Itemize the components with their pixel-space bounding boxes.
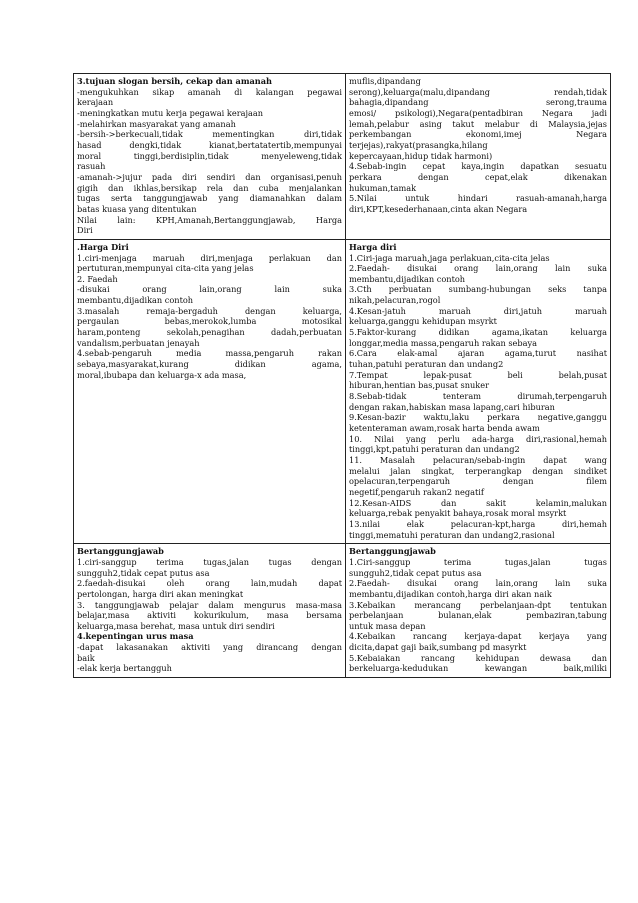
text-line: kerajaan [77,97,114,108]
text-line: 1.ciri-menjaga maruah diri,menjaga perlakuan dan [77,252,342,263]
text-line: sungguh2,tidak cepat putus asa [77,567,210,578]
text-line: rasuah [77,161,106,172]
text-line: 1.Ciri-jaga maruah,jaga perlakuan,cita-cita jelas [349,252,550,263]
text-line: diri,KPT,kesederhanaan,cinta akan Negara [349,203,528,214]
table-row-3 [74,544,611,678]
text-line: sungguh2,tidak cepat putus asa [349,567,482,578]
cell-left [74,544,346,678]
text-line: perkembangan ekonomi,imej Negara [349,129,607,140]
cell-right [346,544,611,678]
text-line: 3.Kebaikan merancang perbelanjaan-dpt tentukan [349,599,607,610]
text-line: 1.Ciri-sanggup terima tugas,jalan tugas [349,556,607,567]
notes-table-body [74,74,611,678]
text-line: 5.Nilai untuk hindari rasuah-amanah,harga [349,193,607,204]
text-line: 4.sebab-pengaruh media massa,pengaruh rakan [77,348,342,359]
text-line: perbelanjaan bulanan,elak pembaziran,tabung [349,610,607,621]
text-line: membantu,dijadikan contoh,harga diri akan naik [349,588,552,599]
text-line: haram,ponteng sekolah,penagihan dadah,perbuatan [77,327,342,338]
text-line: 3.masalah remaja-bergaduh dengan keluarga, [77,305,342,316]
text-line: pertolongan, harga diri akan meningkat [77,588,244,599]
text-line: berkeluarga-kedudukan kewangan baik,miliki [349,663,607,674]
text-line: tinggi,mematuhi peraturan dan undang2,rasional [349,529,555,540]
text-line: 9.Kesan-bazir waktu,laku perkara negative,ganggu [349,412,607,423]
text-line: 12.Kesan-AIDS dan sakit kelamin,malukan [349,497,607,508]
text-line: tinggi,kpt,patuhi peraturan dan undang2 [349,444,520,455]
text-line: 4.Kesan-jatuh maruah diri,jatuh maruah [349,305,607,316]
text-line: 3. tanggungjawab pelajar dalam mengurus masa-masa [77,599,342,610]
text-line: perkara dengan cepat,elak dikenakan [349,171,607,182]
cell-left [74,239,346,543]
text-line: 2.faedah-disukai oleh orang lain,mudah dapat [77,578,342,589]
text-line: sebaya,masyarakat,kurang didikan agama, [77,359,342,370]
text-line: 4.Sebab-ingin cepat kaya,ingin dapatkan sesuatu [349,161,607,172]
text-line: keluarga,masa berehat, masa untuk diri sendiri [77,620,275,631]
section-heading: Harga diri [349,241,397,252]
text-line: 11. Masalah pelacuran/sebab-ingin dapat wang [349,454,607,465]
text-line: -disukai orang lain,orang lain suka [77,284,342,295]
text-line: opelacuran,terpengaruh dengan filem [349,476,607,487]
table-row-2 [74,239,611,543]
text-line: pertuturan,mempunyai cita-cita yang jelas [77,263,254,274]
text-line: 3.Cth perbuatan sumbang-hubungan seks tanpa [349,284,607,295]
text-line: 7.Tempat lepak-pusat beli belah,pusat [349,369,607,380]
text-line: -melahirkan masyarakat yang amanah [77,118,236,129]
cell-right [346,239,611,543]
text-line: 6.Cara elak-amal ajaran agama,turut nasihat [349,348,607,359]
cell-left [74,74,346,240]
text-line: 10. Nilai yang perlu ada-harga diri,rasional,hemah [349,433,607,444]
section-heading: Bertanggungjawab [349,546,436,557]
text-line: emosi/ psikologi),Negara(pentadbiran Negara jadi [349,107,607,118]
text-line: pergaulan bebas,merokok,lumba motosikal [77,316,342,327]
cell-right [346,74,611,240]
text-line: membantu,dijadikan contoh [77,295,194,306]
text-line: 2.Faedah- disukai orang lain,orang lain suka [349,578,607,589]
text-line: serong),keluarga(malu,dipandang rendah,tidak [349,86,607,97]
text-line: terjejas),rakyat(prasangka,hilang [349,139,488,150]
section-heading: 3.tujuan slogan bersih, cekap dan amanah [77,76,273,86]
text-line: longgar,media massa,pengaruh rakan sebaya [349,337,538,348]
text-line: hiburan,hentian bas,pusat snuker [349,380,490,391]
text-line: keluarga,rebak penyakit bahaya,rosak moral msyrkt [349,508,567,519]
text-line: membantu,dijadikan contoh [349,273,466,284]
text-line: batas kuasa yang ditentukan [77,203,197,214]
text-line: belajar,masa aktiviti kokurikulum, masa bersama [77,610,342,621]
text-line: kepercayaan,hidup tidak harmoni) [349,150,493,161]
text-line: dengan rakan,habiskan masa lapang,cari hiburan [349,401,555,412]
text-line: bahagia,dipandang serong,trauma [349,97,607,108]
text-line: Nilai lain: KPH,Amanah,Bertanggungjawab, Harga [77,214,342,225]
text-line: 4.Kebaikan rancang kerjaya-dapat kerjaya yang [349,631,607,642]
text-line: gigih dan ikhlas,bersikap rela dan cuba menjalankan [77,182,342,193]
text-line: 2. Faedah [77,273,118,284]
text-line: baik [77,652,95,663]
text-line: Diri [77,225,93,236]
text-line: keluarga,ganggu kehidupan msyrkt [349,316,497,327]
notes-table [73,73,611,678]
text-line: moral tinggi,berdisiplin,tidak menyeleweng,tidak [77,150,342,161]
section-heading: 4.kepentingan urus masa [77,631,194,642]
text-line: 5.Faktor-kurang didikan agama,ikatan keluarga [349,327,607,338]
text-line: 1.ciri-sanggup terima tugas,jalan tugas dengan [77,556,342,567]
text-line: -meningkatkan mutu kerja pegawai kerajaan [77,107,264,118]
text-line: -bersih->berkecuali,tidak mementingkan diri,tidak [77,129,342,140]
text-line: melalui jalan singkat, terperangkap dengan sindiket [349,465,607,476]
text-line: tuhan,patuhi peraturan dan undang2 [349,359,504,370]
text-line: negetif,pengaruh rakan2 negatif [349,486,484,497]
section-heading: Bertanggungjawab [77,546,164,557]
text-line: tugas serta tanggungjawab yang diamanahkan dalam [77,193,342,204]
text-line: lemah,pelabur asing takut melabur di Malaysia,jejas [349,118,607,129]
text-line: -dapat lakasanakan aktiviti yang dirancang dengan [77,642,342,653]
text-line: 8.Sebab-tidak tenteram dirumah,terpengaruh [349,391,607,402]
text-line: -elak kerja bertangguh [77,663,172,674]
text-line: ketenteraman awam,rosak harta benda awam [349,423,540,433]
text-line: muflis,dipandang [349,76,421,86]
text-line: -amanah->jujur pada diri sendiri dan organisasi,penuh [77,171,342,182]
text-line: vandalism,perbuatan jenayah [77,337,200,348]
text-line: hasad dengki,tidak kianat,bertatatertib,mempunyai [77,139,342,150]
text-line: 13.nilai elak pelacuran-kpt,harga diri,hemah [349,518,607,529]
text-line: nikah,pelacuran,rogol [349,295,441,306]
text-line: 2.Faedah- disukai orang lain,orang lain suka [349,263,607,274]
text-line: 5.Kebaiakan rancang kehidupan dewasa dan [349,652,607,663]
text-line: untuk masa depan [349,620,426,631]
text-line: dicita,dapat gaji baik,sumbang pd masyrkt [349,642,527,653]
table-row-1 [74,74,611,240]
text-line: -mengukuhkan sikap amanah di kalangan pegawai [77,86,342,97]
text-line: hukuman,tamak [349,182,417,193]
text-line: moral,ibubapa dan keluarga-x ada masa, [77,369,247,380]
section-heading: .Harga Diri [77,241,129,252]
